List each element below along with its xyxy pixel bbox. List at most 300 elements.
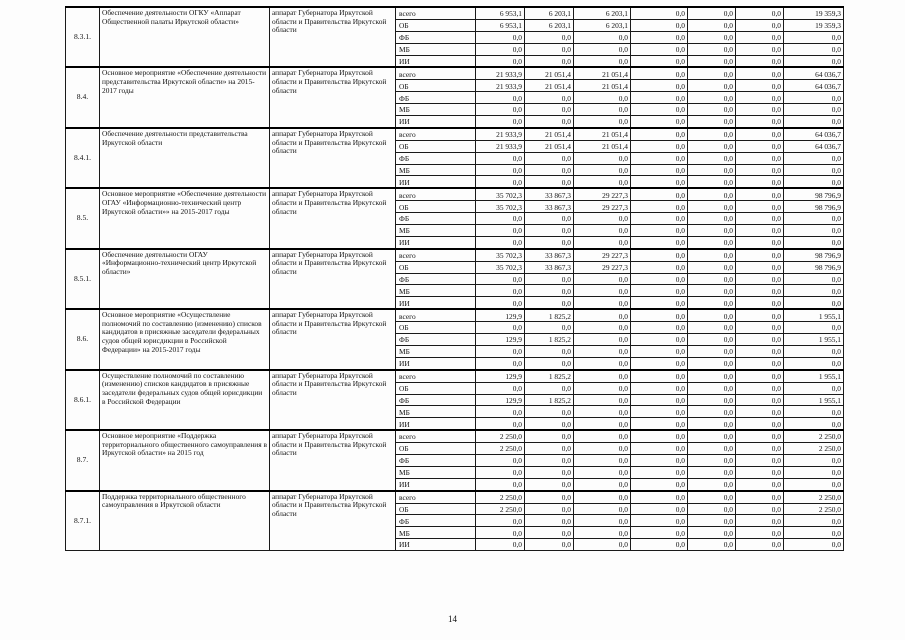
amount-cell: 0,0 xyxy=(631,357,688,369)
amount-cell: 0,0 xyxy=(688,236,736,248)
executor: аппарат Губернатора Иркутской области и Правительства Иркутской области xyxy=(270,128,396,188)
amount-cell: 0,0 xyxy=(574,31,631,43)
row-number: 8.3.1. xyxy=(66,7,100,67)
amount-cell: 0,0 xyxy=(688,382,736,394)
measure-name: Обеспечение деятельности представительства Иркутской области xyxy=(100,128,270,188)
amount-cell: 0,0 xyxy=(574,430,631,442)
amount-cell: 129,9 xyxy=(476,309,525,321)
funding-source: всего xyxy=(396,67,476,79)
amount-cell: 0,0 xyxy=(476,285,525,297)
amount-cell: 0,0 xyxy=(525,152,574,164)
table-row xyxy=(66,128,844,140)
amount-cell: 0,0 xyxy=(631,249,688,261)
amount-cell: 0,0 xyxy=(631,297,688,309)
executor: аппарат Губернатора Иркутской области и Правительства Иркутской области xyxy=(270,370,396,430)
funding-source: ИИ xyxy=(396,55,476,67)
funding-source: ОБ xyxy=(396,382,476,394)
amount-cell: 1 955,1 xyxy=(784,370,844,382)
amount-cell: 21 933,9 xyxy=(476,67,525,79)
amount-cell: 0,0 xyxy=(736,236,784,248)
amount-cell: 0,0 xyxy=(688,261,736,273)
amount-cell: 0,0 xyxy=(525,322,574,334)
amount-cell: 0,0 xyxy=(688,478,736,490)
amount-cell: 0,0 xyxy=(736,43,784,55)
funding-source: ОБ xyxy=(396,261,476,273)
amount-cell: 0,0 xyxy=(525,55,574,67)
amount-cell: 0,0 xyxy=(688,297,736,309)
row-number: 8.5.1. xyxy=(66,249,100,309)
funding-source: ФБ xyxy=(396,31,476,43)
amount-cell: 0,0 xyxy=(525,104,574,116)
amount-cell: 0,0 xyxy=(736,19,784,31)
amount-cell: 0,0 xyxy=(736,370,784,382)
amount-cell: 0,0 xyxy=(631,164,688,176)
amount-cell: 0,0 xyxy=(631,334,688,346)
amount-cell: 0,0 xyxy=(525,213,574,225)
amount-cell: 0,0 xyxy=(631,176,688,188)
amount-cell: 0,0 xyxy=(688,309,736,321)
amount-cell: 0,0 xyxy=(631,527,688,539)
amount-cell: 0,0 xyxy=(784,527,844,539)
amount-cell: 0,0 xyxy=(574,370,631,382)
amount-cell: 35 702,3 xyxy=(476,249,525,261)
amount-cell: 0,0 xyxy=(736,67,784,79)
amount-cell: 0,0 xyxy=(688,116,736,128)
amount-cell: 0,0 xyxy=(574,322,631,334)
amount-cell: 0,0 xyxy=(574,491,631,503)
amount-cell: 21 051,4 xyxy=(574,80,631,92)
table-row xyxy=(66,491,844,503)
table-row xyxy=(66,309,844,321)
amount-cell: 0,0 xyxy=(736,527,784,539)
amount-cell: 0,0 xyxy=(736,152,784,164)
amount-cell: 0,0 xyxy=(736,503,784,515)
funding-source: МБ xyxy=(396,225,476,237)
amount-cell: 0,0 xyxy=(631,285,688,297)
amount-cell: 0,0 xyxy=(736,164,784,176)
executor: аппарат Губернатора Иркутской области и Правительства Иркутской области xyxy=(270,67,396,127)
amount-cell: 0,0 xyxy=(525,92,574,104)
measure-name: Обеспечение деятельности ОГАУ «Информационно-технический центр Иркутской области» xyxy=(100,249,270,309)
funding-source: ИИ xyxy=(396,297,476,309)
amount-cell: 2 250,0 xyxy=(476,503,525,515)
amount-cell: 0,0 xyxy=(688,454,736,466)
amount-cell: 35 702,3 xyxy=(476,188,525,200)
amount-cell: 2 250,0 xyxy=(784,503,844,515)
amount-cell: 0,0 xyxy=(736,225,784,237)
amount-cell: 0,0 xyxy=(574,152,631,164)
amount-cell: 0,0 xyxy=(574,478,631,490)
amount-cell: 19 359,3 xyxy=(784,19,844,31)
amount-cell: 0,0 xyxy=(784,273,844,285)
row-number: 8.7.1. xyxy=(66,491,100,551)
funding-source: ОБ xyxy=(396,503,476,515)
amount-cell: 0,0 xyxy=(736,201,784,213)
amount-cell: 0,0 xyxy=(784,406,844,418)
amount-cell: 0,0 xyxy=(574,297,631,309)
amount-cell: 33 867,3 xyxy=(525,201,574,213)
amount-cell: 0,0 xyxy=(631,539,688,551)
funding-source: МБ xyxy=(396,43,476,55)
measure-name: Основное мероприятие «Обеспечение деятельности ОГАУ «Информационно-технический центр Иркутской области»» на 2015-2017 годы xyxy=(100,188,270,248)
amount-cell: 1 825,2 xyxy=(525,309,574,321)
amount-cell: 0,0 xyxy=(688,249,736,261)
amount-cell: 0,0 xyxy=(476,213,525,225)
amount-cell: 0,0 xyxy=(631,466,688,478)
amount-cell: 0,0 xyxy=(574,466,631,478)
amount-cell: 0,0 xyxy=(631,188,688,200)
amount-cell: 0,0 xyxy=(688,7,736,19)
amount-cell: 0,0 xyxy=(736,515,784,527)
funding-source: ФБ xyxy=(396,394,476,406)
funding-source: ИИ xyxy=(396,116,476,128)
amount-cell: 0,0 xyxy=(688,67,736,79)
amount-cell: 0,0 xyxy=(525,515,574,527)
amount-cell: 0,0 xyxy=(736,31,784,43)
amount-cell: 0,0 xyxy=(525,345,574,357)
amount-cell: 0,0 xyxy=(736,539,784,551)
measure-name: Обеспечение деятельности ОГКУ «Аппарат Общественной палаты Иркутской области» xyxy=(100,7,270,67)
amount-cell: 0,0 xyxy=(631,309,688,321)
amount-cell: 0,0 xyxy=(736,80,784,92)
amount-cell: 0,0 xyxy=(476,454,525,466)
amount-cell: 0,0 xyxy=(688,43,736,55)
amount-cell: 0,0 xyxy=(631,201,688,213)
amount-cell: 0,0 xyxy=(631,67,688,79)
amount-cell: 6 203,1 xyxy=(574,7,631,19)
amount-cell: 0,0 xyxy=(574,539,631,551)
amount-cell: 0,0 xyxy=(525,466,574,478)
amount-cell: 0,0 xyxy=(631,418,688,430)
amount-cell: 0,0 xyxy=(525,176,574,188)
amount-cell: 2 250,0 xyxy=(784,491,844,503)
amount-cell: 0,0 xyxy=(784,297,844,309)
amount-cell: 0,0 xyxy=(736,176,784,188)
amount-cell: 0,0 xyxy=(574,273,631,285)
amount-cell: 0,0 xyxy=(736,394,784,406)
amount-cell: 0,0 xyxy=(784,515,844,527)
amount-cell: 0,0 xyxy=(574,503,631,515)
amount-cell: 0,0 xyxy=(784,116,844,128)
amount-cell: 0,0 xyxy=(574,406,631,418)
amount-cell: 0,0 xyxy=(476,273,525,285)
amount-cell: 0,0 xyxy=(784,539,844,551)
amount-cell: 0,0 xyxy=(631,225,688,237)
amount-cell: 0,0 xyxy=(688,225,736,237)
amount-cell: 2 250,0 xyxy=(784,430,844,442)
amount-cell: 0,0 xyxy=(574,213,631,225)
amount-cell: 0,0 xyxy=(631,443,688,455)
amount-cell: 0,0 xyxy=(688,491,736,503)
amount-cell: 0,0 xyxy=(736,104,784,116)
amount-cell: 21 051,4 xyxy=(525,80,574,92)
amount-cell: 0,0 xyxy=(688,322,736,334)
amount-cell: 0,0 xyxy=(784,152,844,164)
funding-source: ОБ xyxy=(396,322,476,334)
amount-cell: 0,0 xyxy=(525,236,574,248)
amount-cell: 64 036,7 xyxy=(784,80,844,92)
amount-cell: 0,0 xyxy=(574,527,631,539)
amount-cell: 0,0 xyxy=(525,443,574,455)
amount-cell: 0,0 xyxy=(525,273,574,285)
amount-cell: 0,0 xyxy=(574,116,631,128)
funding-source: всего xyxy=(396,430,476,442)
funding-source: ФБ xyxy=(396,213,476,225)
funding-source: ОБ xyxy=(396,80,476,92)
amount-cell: 33 867,3 xyxy=(525,261,574,273)
funding-source: всего xyxy=(396,128,476,140)
amount-cell: 0,0 xyxy=(736,443,784,455)
amount-cell: 0,0 xyxy=(525,285,574,297)
amount-cell: 0,0 xyxy=(525,430,574,442)
amount-cell: 0,0 xyxy=(631,19,688,31)
amount-cell: 0,0 xyxy=(574,104,631,116)
amount-cell: 0,0 xyxy=(784,236,844,248)
amount-cell: 0,0 xyxy=(688,92,736,104)
amount-cell: 29 227,3 xyxy=(574,261,631,273)
amount-cell: 0,0 xyxy=(631,394,688,406)
amount-cell: 0,0 xyxy=(688,503,736,515)
table-row xyxy=(66,249,844,261)
amount-cell: 6 953,1 xyxy=(476,7,525,19)
amount-cell: 0,0 xyxy=(574,394,631,406)
amount-cell: 0,0 xyxy=(688,128,736,140)
amount-cell: 0,0 xyxy=(688,201,736,213)
amount-cell: 0,0 xyxy=(476,116,525,128)
funding-source: всего xyxy=(396,309,476,321)
amount-cell: 21 051,4 xyxy=(574,67,631,79)
amount-cell: 2 250,0 xyxy=(476,430,525,442)
executor: аппарат Губернатора Иркутской области и Правительства Иркутской области xyxy=(270,491,396,551)
amount-cell: 0,0 xyxy=(631,515,688,527)
amount-cell: 29 227,3 xyxy=(574,188,631,200)
measure-name: Основное мероприятие «Обеспечение деятельности представительства Иркутской области» на 2015-2017 годы xyxy=(100,67,270,127)
amount-cell: 0,0 xyxy=(688,515,736,527)
funding-source: всего xyxy=(396,370,476,382)
row-number: 8.7. xyxy=(66,430,100,490)
amount-cell: 0,0 xyxy=(574,55,631,67)
amount-cell: 64 036,7 xyxy=(784,128,844,140)
funding-source: ФБ xyxy=(396,152,476,164)
amount-cell: 0,0 xyxy=(631,273,688,285)
funding-source: ИИ xyxy=(396,539,476,551)
amount-cell: 0,0 xyxy=(631,322,688,334)
amount-cell: 0,0 xyxy=(736,382,784,394)
funding-source: МБ xyxy=(396,164,476,176)
amount-cell: 19 359,3 xyxy=(784,7,844,19)
measure-name: Основное мероприятие «Поддержка территориального общественного самоуправления в Иркутской области» на 2015 год xyxy=(100,430,270,490)
funding-source: ОБ xyxy=(396,201,476,213)
amount-cell: 1 825,2 xyxy=(525,334,574,346)
amount-cell: 0,0 xyxy=(631,454,688,466)
amount-cell: 0,0 xyxy=(476,515,525,527)
table-row xyxy=(66,370,844,382)
funding-source: ИИ xyxy=(396,176,476,188)
amount-cell: 0,0 xyxy=(574,357,631,369)
funding-source: всего xyxy=(396,249,476,261)
amount-cell: 2 250,0 xyxy=(784,443,844,455)
funding-source: ИИ xyxy=(396,478,476,490)
funding-source: МБ xyxy=(396,104,476,116)
budget-table xyxy=(65,6,844,551)
table-row xyxy=(66,7,844,19)
amount-cell: 0,0 xyxy=(736,116,784,128)
measure-name: Поддержка территориального общественного самоуправления в Иркутской области xyxy=(100,491,270,551)
funding-source: ФБ xyxy=(396,273,476,285)
amount-cell: 6 203,1 xyxy=(574,19,631,31)
amount-cell: 0,0 xyxy=(631,213,688,225)
amount-cell: 0,0 xyxy=(688,140,736,152)
amount-cell: 1 955,1 xyxy=(784,309,844,321)
funding-source: МБ xyxy=(396,466,476,478)
amount-cell: 0,0 xyxy=(784,345,844,357)
amount-cell: 21 051,4 xyxy=(574,140,631,152)
amount-cell: 0,0 xyxy=(631,152,688,164)
amount-cell: 0,0 xyxy=(476,345,525,357)
measure-name: Основное мероприятие «Осуществление полномочий по составлению (изменению) списков кандидатов в присяжные заседатели федеральных судов общей юрисдикции в Российской Федерации» на 2015-2017 годы xyxy=(100,309,270,369)
amount-cell: 1 955,1 xyxy=(784,334,844,346)
amount-cell: 0,0 xyxy=(736,322,784,334)
amount-cell: 0,0 xyxy=(688,406,736,418)
amount-cell: 0,0 xyxy=(784,213,844,225)
amount-cell: 6 203,1 xyxy=(525,19,574,31)
amount-cell: 0,0 xyxy=(525,297,574,309)
funding-source: МБ xyxy=(396,406,476,418)
amount-cell: 0,0 xyxy=(476,152,525,164)
amount-cell: 0,0 xyxy=(688,152,736,164)
amount-cell: 0,0 xyxy=(476,527,525,539)
amount-cell: 0,0 xyxy=(784,92,844,104)
amount-cell: 0,0 xyxy=(476,297,525,309)
amount-cell: 0,0 xyxy=(736,491,784,503)
amount-cell: 0,0 xyxy=(476,55,525,67)
page-number: 14 xyxy=(448,614,457,624)
amount-cell: 0,0 xyxy=(476,164,525,176)
amount-cell: 0,0 xyxy=(688,164,736,176)
amount-cell: 0,0 xyxy=(784,322,844,334)
amount-cell: 0,0 xyxy=(631,55,688,67)
amount-cell: 0,0 xyxy=(476,406,525,418)
amount-cell: 0,0 xyxy=(784,466,844,478)
amount-cell: 21 933,9 xyxy=(476,128,525,140)
amount-cell: 0,0 xyxy=(784,357,844,369)
amount-cell: 6 953,1 xyxy=(476,19,525,31)
amount-cell: 33 867,3 xyxy=(525,249,574,261)
amount-cell: 29 227,3 xyxy=(574,201,631,213)
executor: аппарат Губернатора Иркутской области и Правительства Иркутской области xyxy=(270,309,396,369)
amount-cell: 0,0 xyxy=(688,19,736,31)
funding-source: ФБ xyxy=(396,515,476,527)
amount-cell: 0,0 xyxy=(688,443,736,455)
executor: аппарат Губернатора Иркутской области и Правительства Иркутской области xyxy=(270,249,396,309)
amount-cell: 0,0 xyxy=(631,478,688,490)
amount-cell: 0,0 xyxy=(631,382,688,394)
amount-cell: 0,0 xyxy=(688,430,736,442)
amount-cell: 0,0 xyxy=(688,357,736,369)
funding-source: всего xyxy=(396,188,476,200)
amount-cell: 0,0 xyxy=(784,31,844,43)
amount-cell: 0,0 xyxy=(574,43,631,55)
amount-cell: 0,0 xyxy=(688,334,736,346)
amount-cell: 0,0 xyxy=(574,443,631,455)
amount-cell: 0,0 xyxy=(688,213,736,225)
amount-cell: 0,0 xyxy=(736,261,784,273)
amount-cell: 0,0 xyxy=(736,454,784,466)
amount-cell: 0,0 xyxy=(784,285,844,297)
table-row xyxy=(66,430,844,442)
amount-cell: 0,0 xyxy=(688,466,736,478)
amount-cell: 0,0 xyxy=(784,454,844,466)
amount-cell: 0,0 xyxy=(574,164,631,176)
amount-cell: 0,0 xyxy=(525,225,574,237)
amount-cell: 0,0 xyxy=(784,55,844,67)
amount-cell: 0,0 xyxy=(476,382,525,394)
amount-cell: 0,0 xyxy=(631,345,688,357)
amount-cell: 0,0 xyxy=(736,7,784,19)
amount-cell: 0,0 xyxy=(736,92,784,104)
row-number: 8.4. xyxy=(66,67,100,127)
amount-cell: 0,0 xyxy=(631,430,688,442)
amount-cell: 0,0 xyxy=(631,31,688,43)
amount-cell: 0,0 xyxy=(784,164,844,176)
amount-cell: 0,0 xyxy=(476,92,525,104)
amount-cell: 0,0 xyxy=(784,418,844,430)
amount-cell: 0,0 xyxy=(736,55,784,67)
amount-cell: 0,0 xyxy=(688,285,736,297)
amount-cell: 0,0 xyxy=(476,478,525,490)
amount-cell: 0,0 xyxy=(574,176,631,188)
amount-cell: 0,0 xyxy=(784,478,844,490)
amount-cell: 0,0 xyxy=(631,261,688,273)
amount-cell: 1 825,2 xyxy=(525,394,574,406)
row-number: 8.5. xyxy=(66,188,100,248)
funding-source: ФБ xyxy=(396,334,476,346)
amount-cell: 98 796,9 xyxy=(784,249,844,261)
amount-cell: 0,0 xyxy=(736,213,784,225)
amount-cell: 0,0 xyxy=(688,539,736,551)
amount-cell: 6 203,1 xyxy=(525,7,574,19)
amount-cell: 21 933,9 xyxy=(476,80,525,92)
amount-cell: 0,0 xyxy=(631,43,688,55)
amount-cell: 0,0 xyxy=(525,478,574,490)
amount-cell: 0,0 xyxy=(525,382,574,394)
amount-cell: 0,0 xyxy=(631,406,688,418)
amount-cell: 0,0 xyxy=(476,322,525,334)
amount-cell: 0,0 xyxy=(574,418,631,430)
amount-cell: 0,0 xyxy=(525,164,574,176)
amount-cell: 0,0 xyxy=(688,55,736,67)
row-number: 8.6. xyxy=(66,309,100,369)
amount-cell: 0,0 xyxy=(784,104,844,116)
amount-cell: 35 702,3 xyxy=(476,261,525,273)
amount-cell: 0,0 xyxy=(736,188,784,200)
funding-source: ОБ xyxy=(396,443,476,455)
amount-cell: 2 250,0 xyxy=(476,491,525,503)
table-row xyxy=(66,67,844,79)
amount-cell: 64 036,7 xyxy=(784,140,844,152)
amount-cell: 0,0 xyxy=(736,249,784,261)
amount-cell: 1 825,2 xyxy=(525,370,574,382)
executor: аппарат Губернатора Иркутской области и Правительства Иркутской области xyxy=(270,430,396,490)
amount-cell: 0,0 xyxy=(476,104,525,116)
amount-cell: 0,0 xyxy=(631,140,688,152)
executor: аппарат Губернатора Иркутской области и Правительства Иркутской области xyxy=(270,188,396,248)
amount-cell: 0,0 xyxy=(688,104,736,116)
amount-cell: 0,0 xyxy=(736,128,784,140)
amount-cell: 0,0 xyxy=(574,285,631,297)
amount-cell: 0,0 xyxy=(525,539,574,551)
amount-cell: 0,0 xyxy=(574,92,631,104)
